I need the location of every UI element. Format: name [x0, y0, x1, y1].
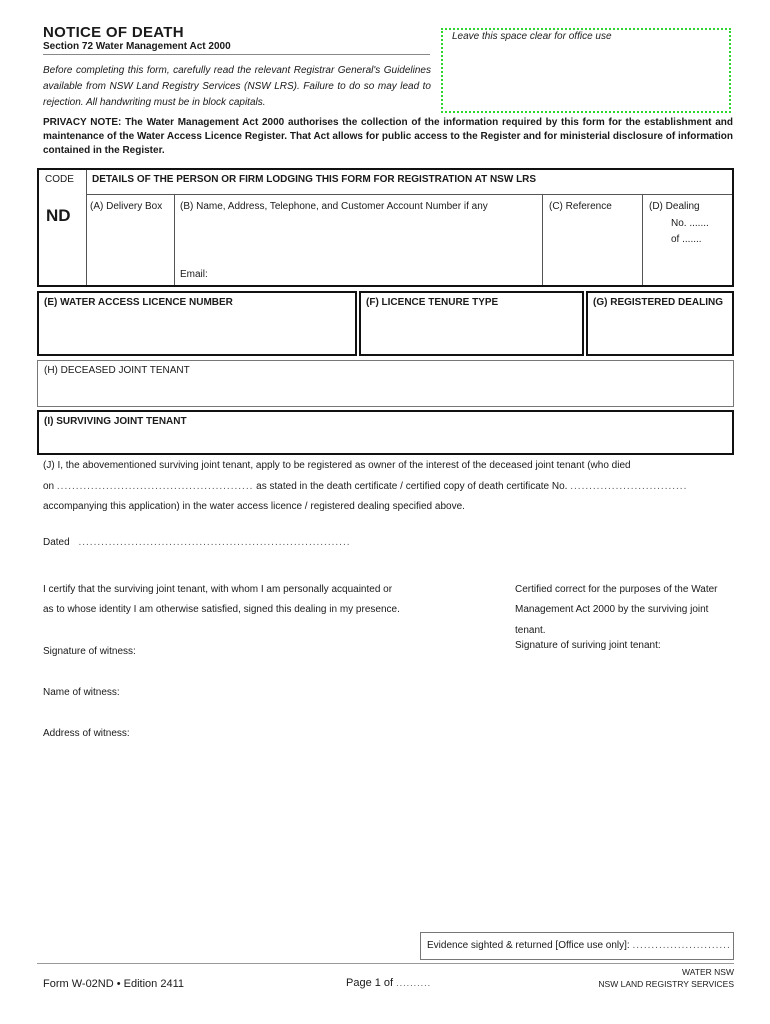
form-title: NOTICE OF DEATH	[43, 24, 184, 41]
heading-divider	[86, 194, 732, 195]
office-use-note: Leave this space clear for office use	[452, 31, 612, 42]
dated-field[interactable]: ........................................................................	[78, 537, 351, 548]
name-address-label: (B) Name, Address, Telephone, and Customer Account Number if any	[180, 201, 488, 212]
tenant-signature-label[interactable]: Signature of suriving joint tenant:	[515, 640, 661, 651]
statement-line-2	[43, 477, 735, 497]
page-number	[346, 977, 431, 989]
certificate-number-field[interactable]: ...............................	[570, 481, 688, 492]
lodging-details-box	[37, 168, 734, 287]
dealing-no[interactable]: No. .......	[671, 218, 709, 229]
witness-name-label[interactable]: Name of witness:	[43, 687, 120, 698]
page-total-field[interactable]: ..........	[396, 978, 432, 988]
dated-row	[43, 533, 351, 553]
licence-number-label: (E) WATER ACCESS LICENCE NUMBER	[44, 297, 233, 308]
office-use-box	[441, 28, 731, 113]
reference-field[interactable]	[546, 214, 640, 284]
footer-rule	[37, 963, 734, 964]
privacy-note: PRIVACY NOTE: The Water Management Act 2000 authorises the collection of the information required by this form for the establishment and maintenance of the Water Access Licence Register. That Act allows for public access to the Register and for ministerial disclosure of information contained in the Register.	[43, 117, 733, 156]
evidence-row	[427, 940, 731, 951]
org-lrs: NSW LAND REGISTRY SERVICES	[598, 979, 734, 989]
delivery-box-label: (A) Delivery Box	[90, 201, 163, 212]
witness-address-label[interactable]: Address of witness:	[43, 728, 130, 739]
certify-line-1: I certify that the surviving joint tenant, with whom I am personally acquainted or	[43, 584, 393, 595]
form-subtitle: Section 72 Water Management Act 2000	[43, 41, 231, 52]
certified-line-1: Certified correct for the purposes of the Water	[515, 584, 718, 595]
reference-label: (C) Reference	[549, 201, 612, 212]
certified-line-3: tenant.	[515, 625, 546, 636]
delivery-box-field[interactable]	[89, 214, 173, 285]
evidence-box	[420, 932, 734, 960]
code-value: ND	[46, 206, 71, 225]
b-divider	[542, 194, 543, 285]
licence-number-box[interactable]	[37, 291, 357, 356]
tenure-type-box[interactable]	[359, 291, 584, 356]
name-address-field[interactable]	[179, 214, 539, 264]
registered-dealing-box[interactable]	[586, 291, 734, 356]
intro-instructions: Before completing this form, carefully read the relevant Registrar General's Guidelines available from NSW Land Registry Services (NSW LRS). Failure to do so may lead to rejection. All handwriting must be in block capitals.	[43, 65, 431, 108]
page-label: Page 1 of	[346, 977, 394, 989]
statement-certificate: as stated in the death certificate / certified copy of death certificate No.	[256, 481, 568, 492]
evidence-label: Evidence sighted & returned [Office use only]:	[427, 940, 630, 951]
code-divider	[86, 170, 87, 285]
witness-signature-label[interactable]: Signature of witness:	[43, 646, 136, 657]
dealing-of[interactable]: of .......	[671, 234, 702, 245]
dealing-label: (D) Dealing	[649, 201, 700, 212]
org-block	[560, 966, 734, 990]
title-divider	[43, 54, 430, 55]
statement-on: on	[43, 481, 55, 492]
surviving-tenant-box[interactable]	[37, 410, 734, 455]
registered-dealing-label: (G) REGISTERED DEALING	[593, 297, 724, 308]
death-date-field[interactable]: ....................................................	[56, 481, 254, 492]
c-divider	[642, 194, 643, 285]
deceased-tenant-box[interactable]	[37, 360, 734, 407]
form-id: Form W-02ND • Edition 2411	[43, 978, 184, 990]
a-divider	[174, 194, 175, 285]
lodging-heading: DETAILS OF THE PERSON OR FIRM LODGING THIS FORM FOR REGISTRATION AT NSW LRS	[92, 174, 537, 185]
tenure-type-label: (F) LICENCE TENURE TYPE	[366, 297, 499, 308]
statement-line-1: (J) I, the abovementioned surviving joint tenant, apply to be registered as owner of the interest of the deceased joint tenant (who died	[43, 460, 631, 471]
surviving-tenant-label: (I) SURVIVING JOINT TENANT	[44, 416, 187, 427]
dated-label: Dated	[43, 537, 70, 548]
certify-line-2: as to whose identity I am otherwise satisfied, signed this dealing in my presence.	[43, 604, 400, 615]
deceased-tenant-label: (H) DECEASED JOINT TENANT	[44, 365, 190, 376]
certified-line-2: Management Act 2000 by the surviving joint	[515, 604, 709, 615]
email-label: Email:	[180, 269, 208, 280]
statement-line-3: accompanying this application) in the water access licence / registered dealing specified above.	[43, 501, 465, 512]
evidence-field[interactable]: ..........................	[632, 940, 731, 951]
org-water-nsw: WATER NSW	[682, 967, 734, 977]
code-label: CODE	[45, 174, 74, 185]
